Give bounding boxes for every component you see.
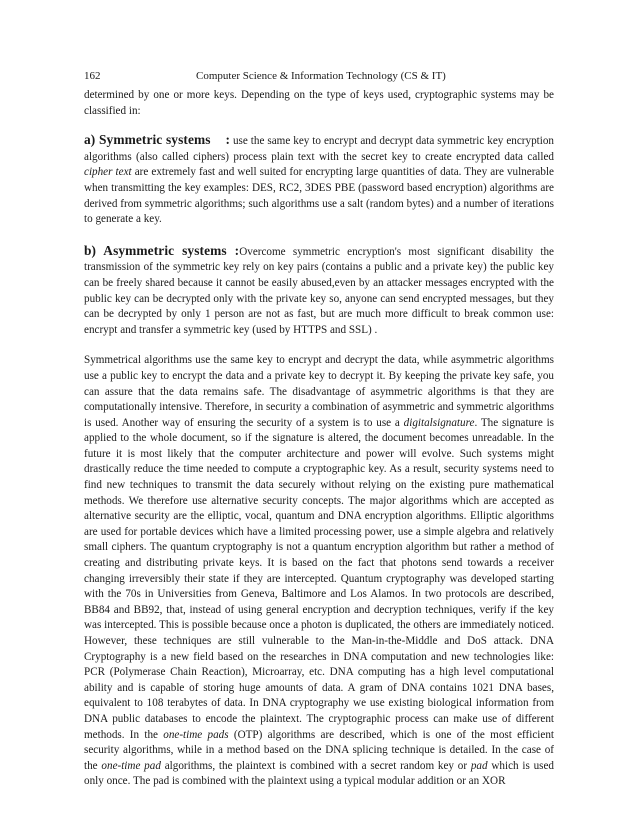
main-text-1: Symmetrical algorithms use the same key to encrypt and decrypt the data, while asymmetric algorithms use a public key to encrypt the data and a private key to decrypt it. By keeping the private key safe, you can assure that the data remains safe. The disadvantage of asymmetric algorithms is that they are computationally intensive. Therefore, in security a combination of asymmetric and symmetric algorithms is used. Another way of ensuring the security of a system is to use a bbox=[84, 354, 554, 429]
main-text-5: which is used only once. The pad is combined with the plaintext using a typical modular addition or an XOR bbox=[84, 759, 555, 788]
symmetric-text: use the same key to encrypt and decrypt data symmetric key encryption algorithms (also called ciphers) process plain text with the secret key to create encrypted data called bbox=[84, 135, 554, 163]
main-italic-one-time-pads: one-time pads bbox=[163, 728, 229, 741]
asymmetric-heading: b) Asymmetric systems : bbox=[84, 242, 240, 258]
main-text-4: algorithms, the plaintext is combined with a secret random key or bbox=[164, 759, 468, 772]
main-italic-pad: pad bbox=[470, 759, 488, 772]
symmetric-heading: a) Symmetric systems bbox=[84, 132, 211, 148]
symmetric-italic-term: cipher text bbox=[84, 166, 132, 179]
page-number: 162 bbox=[84, 70, 101, 82]
main-text-2: . The signature is applied to the whole document, so if the signature is altered, the document becomes unreadable. In the future it is most likely that the computer architecture and power will evolve. Such systems might drastically reduce the time needed to compute a cryptographic key. As a result, security systems need to find new techniques to transmit the data securely without relying on the existing pure mathematical methods. We therefore use alternative security concepts. The major algorithms which are accepted as alternative security are the elliptic, vocal, quantum and DNA encryption algorithms. Elliptic algorithms are used for portable devices which have a limited processing power, use a simple algebra and relatively small ciphers. The quantum cryptography is not a quantum encryption algorithm but rather a method of creating and distributing private keys. It is based on the fact that photons send towards a receiver changing irreversibly their state if they are intercepted. Quantum cryptography was developed starting with the 70s in Universities from Geneva, Baltimore and Los Alamos. In two protocols are described, BB84 and BB92, that, instead of using general encryption and decryption techniques, verify if the key was intercepted. This is possible because once a photon is duplicated, the others are immediately noticed. However, these techniques are still vulnerable to the Man-in-the-Middle and DoS attack. DNA Cryptography is a new field based on the researches in DNA computation and new technologies like: PCR (Polymerase Chain Reaction), Microarray, etc. DNA computing has a high level computational ability and is capable of storing huge amounts of data. A gram of DNA contains 1021 DNA bases, equivalent to 108 terabytes of data. In DNA cryptography we use existing biological information from DNA public databases to encode the plaintext. The cryptographic process can make use of different methods. In the bbox=[84, 416, 555, 741]
page-header bbox=[84, 68, 554, 84]
main-italic-one-time-pad: one-time pad bbox=[101, 759, 161, 772]
intro-paragraph bbox=[84, 88, 554, 119]
page-body bbox=[84, 88, 554, 790]
symmetric-colon: : bbox=[225, 132, 230, 148]
asymmetric-text: Overcome symmetric encryption's most significant disability the transmission of the symmetric key rely on key pairs (contains a public and a private key) the public key can be freely shared because it cannot be easily abused,even by an attacker messages encrypted with the public key can be decrypted only with the private key so, anyone can send encrypted messages, but they can be decrypted by only 1 person are not as fast, but are much more difficult to break common use: encrypt and transfer a symmetric key (used by HTTPS and SSL) . bbox=[84, 245, 554, 336]
symmetric-text-2: are extremely fast and well suited for encrypting large quantities of data. They are vulnerable when transmitting the key examples: DES, RC2, 3DES PBE (password based encryption) algorithms are derived from symmetric algorithms; such algorithms use a salt (random bytes) and a number of iterations to generate a key. bbox=[84, 166, 554, 226]
running-title: Computer Science & Information Technology (CS & IT) bbox=[196, 70, 446, 82]
intro-text: determined by one or more keys. Depending on the type of keys used, cryptographic systems may be classified in: bbox=[84, 89, 554, 117]
main-italic-digital-signature: digitalsignature bbox=[403, 416, 475, 429]
asymmetric-paragraph bbox=[84, 243, 554, 339]
symmetric-paragraph bbox=[84, 132, 554, 228]
main-paragraph bbox=[84, 353, 554, 790]
main-text-3: (OTP) algorithms are described, which is one of the most efficient security algorithms, while in a method based on the DNA splicing technique is detailed. In the case of the bbox=[84, 728, 555, 772]
